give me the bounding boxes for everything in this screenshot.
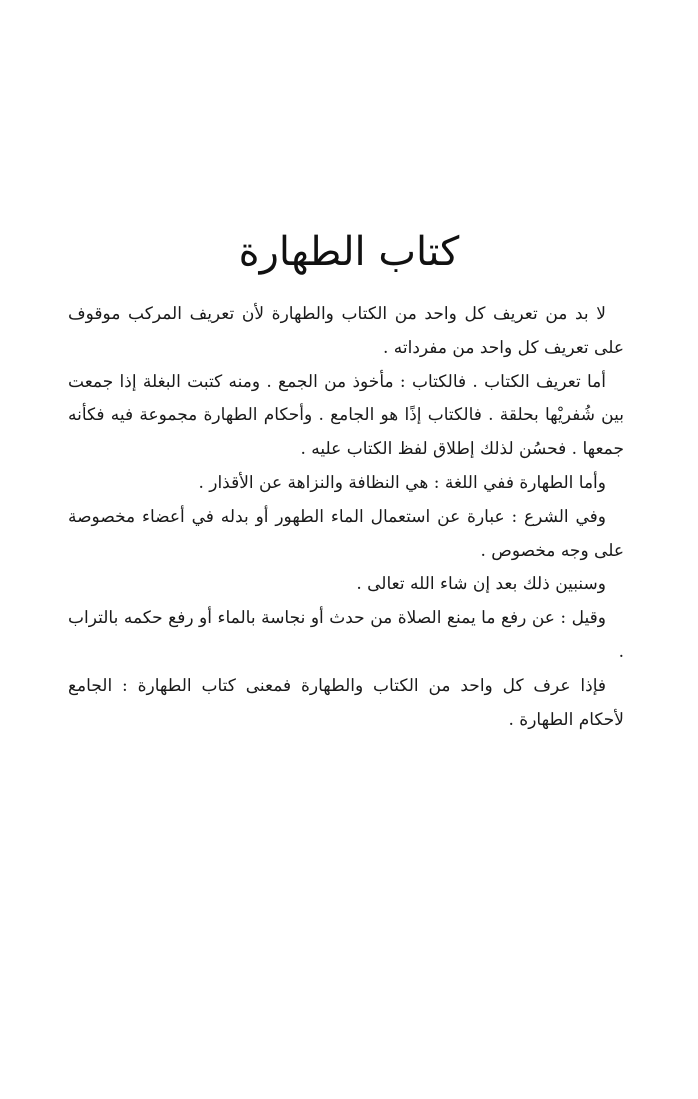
paragraph-tahara-sharia: وفي الشرع : عبارة عن استعمال الماء الطهور أو بدله في أعضاء مخصوصة على وجه مخصوص . — [68, 506, 624, 561]
paragraph-will-explain: وسنبين ذلك بعد إن شاء الله تعالى . — [356, 574, 606, 595]
paragraph-conclusion: فإذا عرف كل واحد من الكتاب والطهارة فمعنى كتاب الطهارة : الجامع لأحكام الطهارة . — [68, 675, 624, 730]
paragraph-alternative-definition: وقيل : عن رفع ما يمنع الصلاة من حدث أو نجاسة بالماء أو رفع حكمه بالتراب . — [68, 608, 624, 662]
paragraph-definition-intro: لا بد من تعريف كل واحد من الكتاب والطهارة لأن تعريف المركب موقوف على تعريف كل واحد من مفرداته . — [68, 304, 624, 358]
paragraph-kitab-definition: أما تعريف الكتاب . فالكتاب : مأخوذ من الجمع . ومنه كتبت البغلة إذا جمعت بين شُفريْها بحلقة . فالكتاب إذًا هو الجامع . وأحكام الطهارة مجموعة فيه فكأنه جمعها . فحسُن لذلك إطلاق لفظ الكتاب عليه . — [68, 371, 624, 460]
chapter-body — [68, 298, 624, 737]
paragraph-tahara-language: وأما الطهارة ففي اللغة : هي النظافة والنزاهة عن الأقذار . — [198, 472, 606, 493]
chapter-title: كتاب الطهارة — [238, 229, 460, 275]
